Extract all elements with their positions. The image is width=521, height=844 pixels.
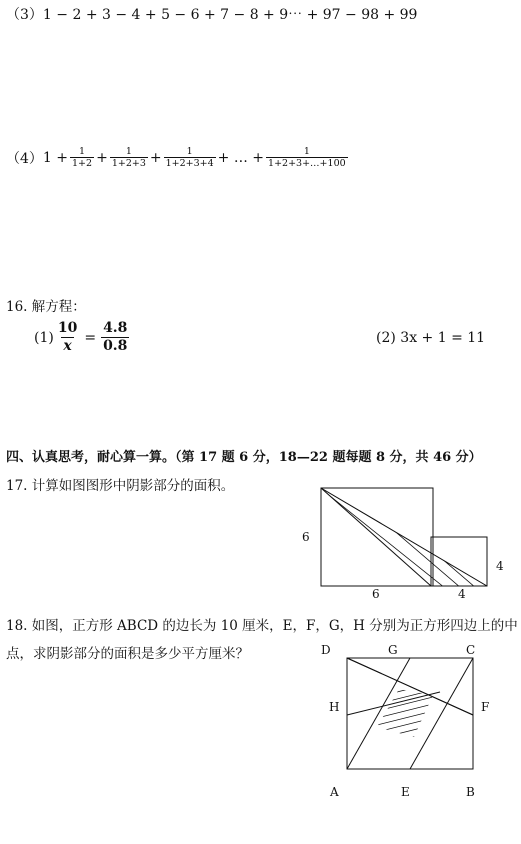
small-square	[431, 537, 487, 586]
fraction-2-den: 1+2+3	[111, 158, 146, 169]
problem-4-label: （4）	[6, 150, 43, 167]
eq1-left-num: 10	[57, 320, 78, 336]
fraction-3-num: 1	[186, 146, 193, 157]
line-h-f	[347, 692, 440, 715]
label-C: C	[466, 643, 476, 657]
fraction-last	[266, 146, 348, 169]
fraction-1-num: 1	[79, 146, 86, 157]
problem-3-label: （3）	[6, 7, 43, 23]
eq1-equals: =	[84, 329, 97, 346]
question-17-text: 17. 计算如图图形中阴影部分的面积。	[6, 478, 235, 494]
question-18-line-2: 点，求阴影部分的面积是多少平方厘米？	[6, 646, 249, 662]
fraction-last-den: 1+2+3+…+100	[268, 158, 346, 169]
figure-17-hatch	[290, 480, 505, 600]
fraction-3-den: 1+2+3+4	[165, 158, 214, 169]
fraction-1	[70, 146, 94, 169]
label-bottom-6: 6	[372, 587, 380, 600]
figure-18-hatch	[365, 680, 445, 756]
eq1-right-num: 4.8	[103, 320, 128, 336]
problem-4-lead: 1 +	[42, 149, 69, 166]
equation-1-left-fraction	[56, 320, 79, 355]
square-abcd	[347, 658, 473, 769]
question-18-line-1: 18. 如图，正方形 ABCD 的边长为 10 厘米，E，F，G，H 分别为正方形四边上的中	[6, 618, 518, 634]
figure-17	[290, 480, 515, 600]
label-bottom-4: 4	[458, 587, 466, 600]
label-right-4: 4	[496, 559, 504, 573]
equation-1	[34, 320, 131, 355]
label-G: G	[388, 643, 398, 657]
eq1-left-den: x	[63, 338, 72, 354]
fraction-3	[164, 146, 216, 169]
eq1-right-den: 0.8	[103, 338, 128, 354]
label-F: F	[481, 700, 490, 714]
label-B: B	[466, 785, 475, 799]
problem-4: （4） 1 + $\frac{1}{1+2}$ + $\frac{1}{1+2+3}$ + $\frac{1}{1+2+3+4}$ + … + $\frac{1}{1+2+3+\dots+100}$	[6, 146, 346, 169]
problem-3	[6, 4, 417, 24]
section-4-heading: 四、认真思考，耐心算一算。（第 17 题 6 分，18—22 题每题 8 分，共 46 分）	[6, 450, 482, 465]
problem-3-expression: 1 − 2 + 3 − 4 + 5 − 6 + 7 − 8 + 9⋯ + 97 − 98 + 99	[42, 7, 418, 23]
equation-2: (2) 3x + 1 = 11	[376, 330, 486, 346]
figure-18	[315, 640, 515, 805]
label-D: D	[321, 643, 331, 657]
question-16-title: 16. 解方程：	[6, 299, 86, 315]
fraction-2-num: 1	[125, 146, 132, 157]
fraction-last-num: 1	[303, 146, 310, 157]
fraction-1-den: 1+2	[72, 158, 93, 169]
equation-1-label: (1)	[34, 329, 54, 346]
problem-4-ellipsis: + … +	[217, 149, 265, 166]
label-E: E	[401, 785, 410, 799]
label-left-6: 6	[302, 530, 310, 544]
equation-1-right-fraction	[101, 320, 129, 355]
label-A: A	[330, 785, 339, 799]
fraction-2	[110, 146, 148, 169]
label-H: H	[329, 700, 340, 714]
